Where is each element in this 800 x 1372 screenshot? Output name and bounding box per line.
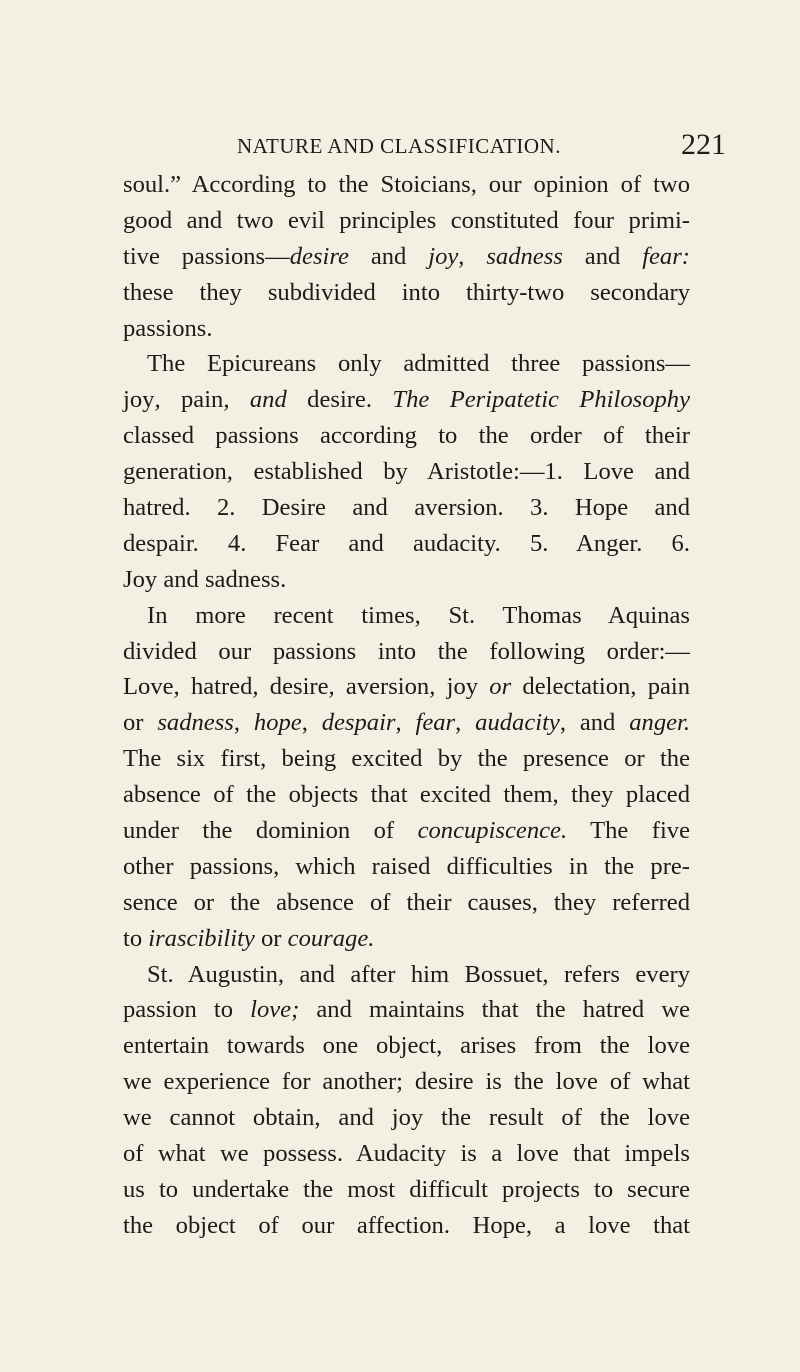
italic-text: courage.	[287, 924, 375, 952]
text-segment: despair. 4. Fear and audacity. 5. Anger. 6.	[123, 529, 690, 557]
text-segment: good and two evil principles constituted four primi-	[123, 206, 690, 234]
text-line	[123, 239, 690, 275]
text-segment: these they subdivided into thirty-two secondary	[123, 278, 690, 306]
text-segment: aversion	[345, 673, 430, 701]
text-line	[123, 203, 690, 239]
text-segment: Love	[123, 673, 174, 701]
italic-text: audacity	[475, 709, 560, 737]
text-line	[123, 921, 690, 957]
text-line	[123, 526, 690, 562]
text-line	[123, 885, 690, 921]
text-line	[123, 167, 690, 203]
italic-text: ,	[173, 673, 191, 701]
text-segment: desire	[269, 673, 329, 701]
page-header	[0, 128, 800, 168]
text-line	[123, 418, 690, 454]
text-segment: absence of the objects that excited them, they placed	[123, 781, 690, 809]
text-segment: we cannot obtain, and joy the result of the love	[123, 1104, 690, 1132]
text-line	[123, 813, 690, 849]
text-segment: , and	[559, 709, 630, 737]
text-segment: to	[123, 924, 149, 952]
text-segment: The six first, being excited by the presence or the	[123, 745, 690, 773]
text-segment: ,	[233, 709, 254, 737]
italic-text: love;	[250, 996, 300, 1024]
italic-text: ,	[154, 386, 181, 414]
text-segment: under the dominion of	[123, 817, 418, 845]
italic-text: or	[478, 673, 523, 701]
italic-text: , and	[223, 386, 308, 414]
text-segment: other passions, which raised difficulties in the pre-	[123, 852, 690, 880]
text-line	[123, 382, 690, 418]
text-segment: and maintains that the hatred we	[299, 996, 691, 1024]
text-line	[123, 669, 690, 705]
text-segment: soul.” According to the Stoicians, our opinion of two	[123, 171, 690, 198]
text-segment: classed passions according to the order of their	[123, 422, 690, 450]
text-line	[123, 1100, 690, 1136]
text-segment: we experience for another; desire is the love of what	[123, 1068, 690, 1096]
text-line	[123, 741, 690, 777]
text-segment: generation, established by Aristotle:—1. Love and	[123, 458, 690, 486]
text-line	[123, 1208, 690, 1244]
text-line	[123, 454, 690, 490]
text-segment: and	[348, 242, 429, 270]
text-segment: delectation	[522, 673, 631, 701]
text-segment: pain	[180, 386, 224, 414]
text-segment: pain	[647, 673, 691, 701]
text-segment: passion to	[123, 996, 251, 1024]
text-segment: ,	[301, 709, 322, 737]
italic-text: The Peripatetic Philosophy	[372, 386, 691, 414]
italic-text: ,	[429, 673, 447, 701]
text-segment: sence or the absence of their causes, they referred	[123, 888, 690, 916]
text-line	[123, 777, 690, 813]
text-line	[123, 1172, 690, 1208]
text-segment: joy	[446, 673, 479, 701]
italic-text: irascibility	[148, 924, 255, 952]
text-segment: Joy and sadness.	[123, 565, 287, 593]
italic-text: ,	[328, 673, 346, 701]
text-segment: divided our passions into the following order:—	[123, 637, 690, 665]
running-head: NATURE AND CLASSIFICATION.	[237, 134, 561, 158]
text-line	[123, 311, 690, 347]
italic-text: concupiscence.	[417, 817, 568, 845]
text-line	[123, 1136, 690, 1172]
text-line	[123, 957, 690, 993]
text-segment: hatred	[190, 673, 253, 701]
page-number: 221	[681, 128, 726, 161]
italic-text: anger.	[629, 709, 691, 737]
text-segment: ,	[458, 242, 487, 270]
text-segment: and	[562, 242, 643, 270]
text-segment: ,	[455, 709, 476, 737]
text-line	[123, 346, 690, 382]
text-segment: us to undertake the most difficult projects to secure	[123, 1175, 690, 1203]
text-segment: St. Augustin, and after him Bossuet, refers every	[147, 960, 690, 988]
text-segment: ,	[395, 709, 416, 737]
italic-text: sadness	[486, 242, 563, 270]
text-segment: or	[123, 709, 158, 737]
text-segment: tive passions—	[123, 242, 290, 270]
italic-text: sadness	[157, 709, 234, 737]
italic-text: hope	[253, 709, 302, 737]
text-segment: or	[254, 924, 288, 952]
text-line	[123, 490, 690, 526]
text-segment: The Epicureans only admitted three passions—	[147, 350, 690, 378]
text-line	[123, 634, 690, 670]
text-segment: The five	[567, 817, 691, 845]
text-line	[123, 598, 690, 634]
italic-text: fear	[415, 709, 456, 737]
italic-text: ,	[630, 673, 648, 701]
text-line	[123, 562, 690, 598]
italic-text: desire	[289, 242, 349, 270]
text-line	[123, 1028, 690, 1064]
text-segment: joy	[123, 386, 155, 414]
text-line	[123, 275, 690, 311]
text-line	[123, 992, 690, 1028]
text-segment: hatred. 2. Desire and aversion. 3. Hope and	[123, 494, 690, 522]
italic-text: despair	[321, 709, 396, 737]
text-line	[123, 1064, 690, 1100]
text-line	[123, 849, 690, 885]
body-text	[123, 167, 690, 1244]
text-line	[123, 705, 690, 741]
text-segment: In more recent times, St. Thomas Aquinas	[147, 601, 690, 629]
text-segment: of what we possess. Audacity is a love that impels	[123, 1140, 690, 1168]
italic-text: ,	[252, 673, 270, 701]
text-segment: desire.	[307, 386, 373, 414]
italic-text: fear:	[642, 242, 690, 270]
text-segment: the object of our affection. Hope, a love that	[123, 1211, 690, 1239]
italic-text: joy	[428, 242, 459, 270]
text-segment: entertain towards one object, arises from the love	[123, 1032, 690, 1060]
text-segment: passions.	[123, 314, 213, 342]
